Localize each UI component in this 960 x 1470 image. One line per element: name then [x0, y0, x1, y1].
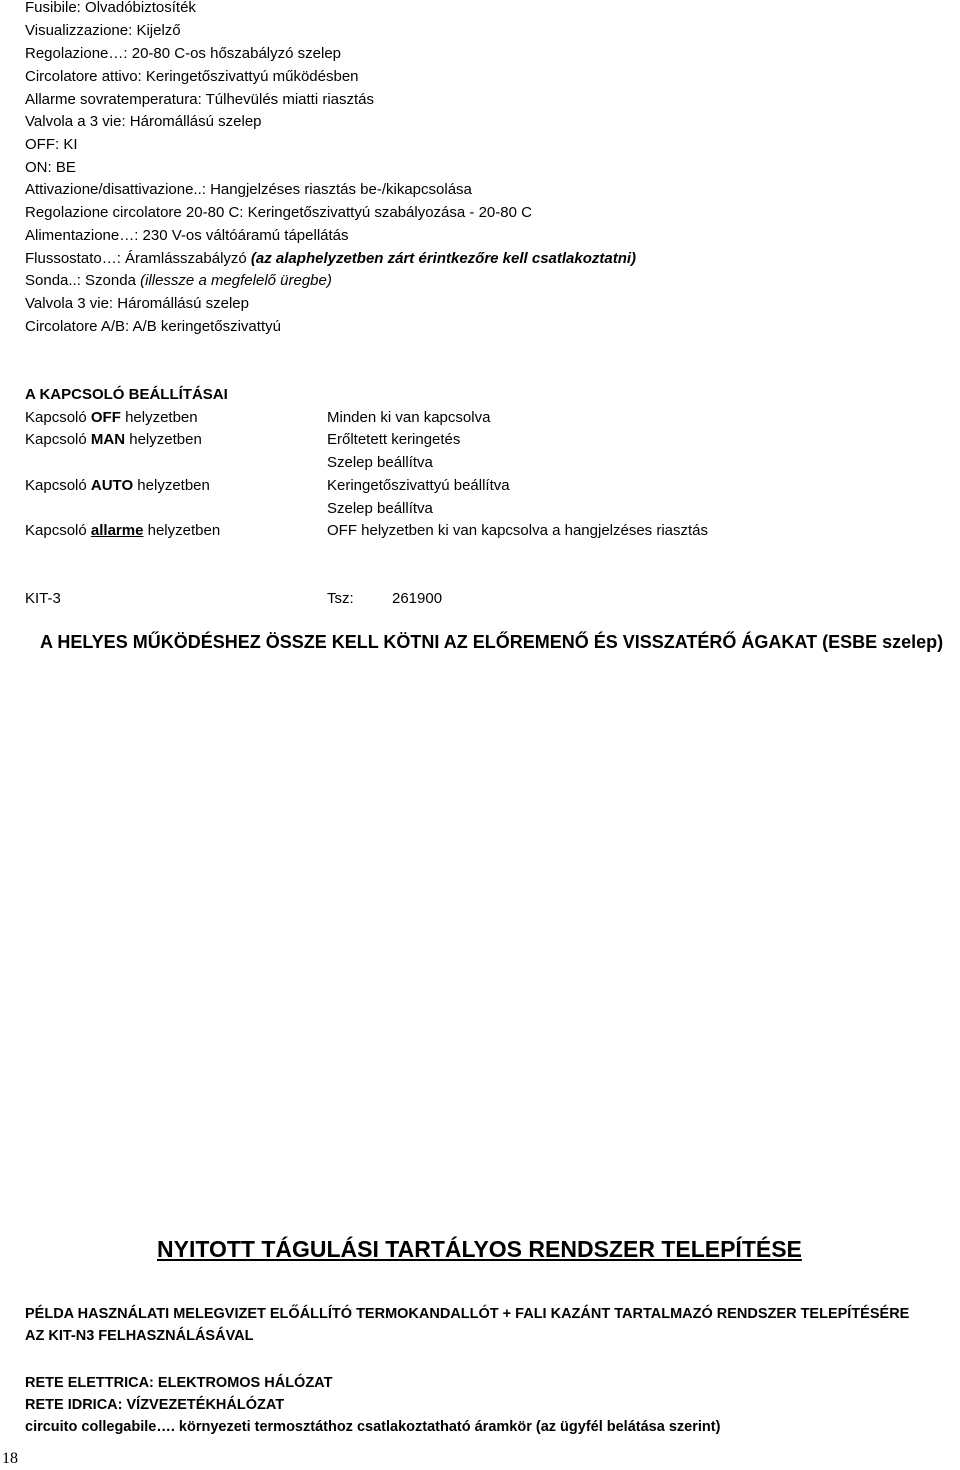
- switch-title: A KAPCSOLÓ BEÁLLÍTÁSAI: [25, 386, 228, 403]
- sonda-note: (illessze a megfelelő üregbe): [140, 272, 332, 289]
- example-line-1: PÉLDA HASZNÁLATI MELEGVIZET ELŐÁLLÍTÓ TERMOKANDALLÓT + FALI KAZÁNT TARTALMAZÓ RENDSZER TELEPÍTÉSÉRE: [25, 1306, 910, 1322]
- switch-row-auto: [25, 475, 210, 497]
- switch-row-man: [25, 429, 202, 451]
- switch-result-auto-2: Szelep beállítva: [327, 500, 433, 517]
- legend-line-alimentazione: Alimentazione…: 230 V-os váltóáramú tápellátás: [25, 227, 349, 244]
- switch-mode: OFF: [90, 409, 121, 426]
- kit-tsz-label: Tsz:: [327, 590, 354, 607]
- heading-open-expansion: NYITOTT TÁGULÁSI TARTÁLYOS RENDSZER TELEPÍTÉSE: [157, 1236, 802, 1262]
- flussostato-note: (az alaphelyzetben zárt érintkezőre kell csatlakoztatni): [250, 250, 637, 267]
- switch-mode: AUTO: [90, 477, 134, 494]
- sonda-text: Sonda..: Szonda: [25, 272, 141, 289]
- switch-word: Kapcsoló: [25, 431, 87, 448]
- switch-suffix: helyzetben: [125, 409, 198, 426]
- switch-result-off: Minden ki van kapcsolva: [327, 409, 491, 426]
- switch-suffix: helyzetben: [147, 522, 221, 539]
- legend-line-attivazione: Attivazione/disattivazione..: Hangjelzéses riasztás be-/kikapcsolása: [25, 181, 472, 198]
- switch-result-allarme: OFF helyzetben ki van kapcsolva a hangjelzéses riasztás: [327, 522, 709, 539]
- switch-mode: allarme: [90, 522, 144, 539]
- legend-line-on: ON: BE: [25, 159, 76, 176]
- network-electric: RETE ELETTRICA: ELEKTROMOS HÁLÓZAT: [25, 1375, 333, 1391]
- legend-line-regolazione-circolatore: Regolazione circolatore 20-80 C: Keringetőszivattyú szabályozása - 20-80 C: [25, 204, 532, 221]
- switch-word: Kapcsoló: [25, 409, 87, 426]
- switch-result-man-1: Erőltetett keringetés: [327, 431, 461, 448]
- switch-row-off: [25, 407, 198, 429]
- legend-line-circolatore-ab: Circolatore A/B: A/B keringetőszivattyú: [25, 318, 281, 335]
- switch-suffix: helyzetben: [137, 477, 210, 494]
- legend-line-flussostato: [25, 248, 636, 270]
- network-circuit: circuito collegabile…. környezeti termosztáthoz csatlakoztatható áramkör (az ügyfél belátása szerint): [25, 1419, 721, 1435]
- switch-suffix: helyzetben: [129, 431, 202, 448]
- legend-line-circolatore-attivo: Circolatore attivo: Keringetőszivattyú működésben: [25, 68, 359, 85]
- legend-line-valvola-a-3-vie: Valvola a 3 vie: Háromállású szelep: [25, 113, 262, 130]
- switch-result-man-2: Szelep beállítva: [327, 454, 433, 471]
- switch-word: Kapcsoló: [25, 477, 87, 494]
- example-line-2: AZ KIT-N3 FELHASZNÁLÁSÁVAL: [25, 1328, 254, 1344]
- legend-line-sonda: [25, 270, 332, 292]
- network-water: RETE IDRICA: VÍZVEZETÉKHÁLÓZAT: [25, 1397, 285, 1413]
- legend-line-allarme: Allarme sovratemperatura: Túlhevülés miatti riasztás: [25, 91, 375, 108]
- legend-line-visualizzazione: Visualizzazione: Kijelző: [25, 22, 181, 39]
- flussostato-text: Flussostato…: Áramlásszabályzó: [25, 250, 251, 267]
- switch-word: Kapcsoló: [25, 522, 87, 539]
- kit-label: KIT-3: [25, 590, 61, 607]
- page-number: 18: [2, 1450, 18, 1467]
- legend-line-off: OFF: KI: [25, 136, 78, 153]
- heading-connection: A HELYES MŰKÖDÉSHEZ ÖSSZE KELL KÖTNI AZ ELŐREMENŐ ÉS VISSZATÉRŐ ÁGAKAT (ESBE szelep): [40, 632, 944, 652]
- switch-result-auto-1: Keringetőszivattyú beállítva: [327, 477, 510, 494]
- switch-row-allarme: [25, 520, 220, 542]
- switch-mode: MAN: [90, 431, 126, 448]
- legend-line-valvola-3-vie: Valvola 3 vie: Háromállású szelep: [25, 295, 249, 312]
- legend-line-regolazione: Regolazione…: 20-80 C-os hőszabályzó szelep: [25, 45, 342, 62]
- legend-line-fusibile: Fusibile: Olvadóbiztosíték: [25, 0, 196, 16]
- kit-tsz-value: 261900: [392, 590, 443, 607]
